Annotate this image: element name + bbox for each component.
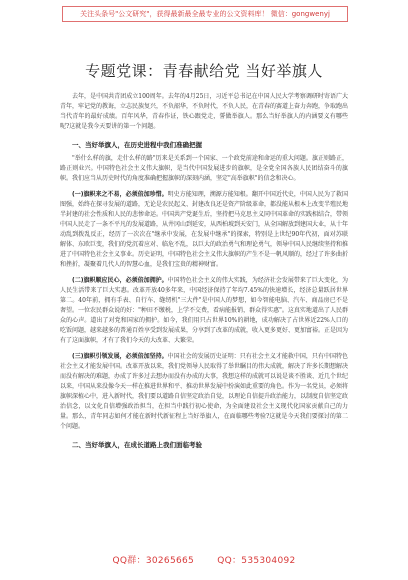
footer-contact <box>0 553 408 566</box>
header-banner: 关注头条号"公文研究"，获得最新最全最专业的公文资料库！ 微信：gongwenyj <box>62 6 348 22</box>
subheading: (三)旗帜引领发展，必须倍加坚持。 <box>72 353 168 360</box>
paragraph-text: 中国特色社会主义的伟大实践，为经济社会发展带来了巨大变化，为人民生活带来了巨大实惠。改革开放40多年来，中国经济保持了年均7.45%的快速增长，经济总量跃居世界第二。40年前，拥有手表、自行车、缝纫机"三大件"是中国人的梦想，如今智能电脑、汽车、商品房已不是奢望。一位农民群众说的好："种田不缴税，上学不交费，看病能报销，群众得实惠"。这真实地道出了人民群众的心声。道出了对党和国家的拥护。如今，我们用只占世界10%的耕地，成功解决了占世界近22%人口的吃饭问题，越来越多的普通百姓享受到发展成果，分享到了改革的成就，收入更多更好、更加富裕。正是因为有了这面旗帜，才有了我们今天的大改革、大繁荣。 <box>60 277 349 344</box>
paragraph <box>60 276 348 346</box>
subheading: (二)旗帜顺应民心，必须倍加拥护。 <box>72 277 168 284</box>
intro-paragraph: 去年，是中国共青团成立100周年。去年的4月25日，习近平总书记在中国人民大学考察调研时寄语广大青年，牢记党的教诲，立志民族复兴，不负韶华，不负时代，不负人民，在青春的赛道上奋力奔跑，争取跑出当代青年的最好成绩。百年风华，青春作证，铁心跟党走，誓做举旗人。那么当好举旗人的内涵要义有哪些呢?这就是我今天要讲的第一个问题。 <box>60 93 349 130</box>
section-heading-1: 一、当好举旗人，在历史进程中我们准确把握 <box>72 141 202 149</box>
qq-group-text: QQ群：30265665 <box>112 556 195 566</box>
paragraph-text: 明史方能知理，溯源方能知根。翻开中国近代史，中国人民为了救国图强，始终在探寻发展的道路，无论是农民起义、封建改良还是资产阶级革命，都没能从根本上改变半殖民地半封建的社会性质和人民的悲惨命运。中国共产党诞生后，坚持把马克思主义同中国革命的实践相结合，带领中国人民走了一条不平凡的发展道路，从井冈山到延安，从西柏坡到天安门，从全国解放到建国大业，从十年动乱到拨乱反正，经历了一次次在"继承中发展，在发展中继承"的探索，特别是上世纪90年代初，面对苏联解体、东欧巨变，我们的党沉着应对、临危不乱，以巨大的政治勇气和理论勇气，领导中国人民继续坚持和推进了中国特色社会主义事业。历史证明，中国特色社会主义伟大旗帜的产生不是一帆风顺的，经过了许多曲折和挫折，凝聚着几代人的智慧心血，是我们宝贵的精神财富。 <box>60 191 349 268</box>
paragraph: "举什么样的旗，走什么样的路"历来是关系到一个国家、一个政党前途和命运的重大问题。旗正则路正，路正则业兴。中国特色社会主义伟大旗帜，是当代中国发展进步的旗帜，是全党全国各族人民团结奋斗的旗帜。我们应当从历史时代的角度准确把握旗帜的深刻内涵，坚定"高举旗帜"的信念和决心。 <box>60 155 348 182</box>
document-body <box>60 92 348 454</box>
paragraph <box>60 352 348 432</box>
section-heading-2: 二、当好举旗人，在成长道路上我们面临考验 <box>72 441 202 449</box>
document-title: 专题党课：青春献给党 当好举旗人 <box>85 62 323 80</box>
subheading: (一)旗帜来之不易，必须倍加珍惜。 <box>72 191 168 198</box>
qq-contact-text: QQ：535304092 <box>217 556 296 566</box>
paragraph <box>60 190 348 270</box>
paragraph-text: 中国社会的发展历史证明：只有社会主义才能救中国，只有中国特色社会主义才能发展中国。改革开放以来，我们党领导人民取得了举世瞩目的伟大成就，解决了许多长期想解决而没有解决的难题，办成了许多过去想办而没有办成的大事，我想这样的成就可以说是谈不胜谈、近几个世纪以来，中国从来没像今天一样在推进世界和平、推动世界发展中扮演如此重要的角色。作为一名党员，必须将旗帜深植心中，进入新时代，我们要以道路自信坚定政治自觉，以理论自信提升政治能力，以制度自信坚定政治信念，以文化自信增强政治担当，在担当中践行初心使命，为全面建设社会主义现代化国家贡献自己的力量。那么，青年同志如何才能在新时代新征程上当好举旗人，在面临哪些考验?这就是今天我们要探讨的第二个问题。 <box>60 353 349 430</box>
